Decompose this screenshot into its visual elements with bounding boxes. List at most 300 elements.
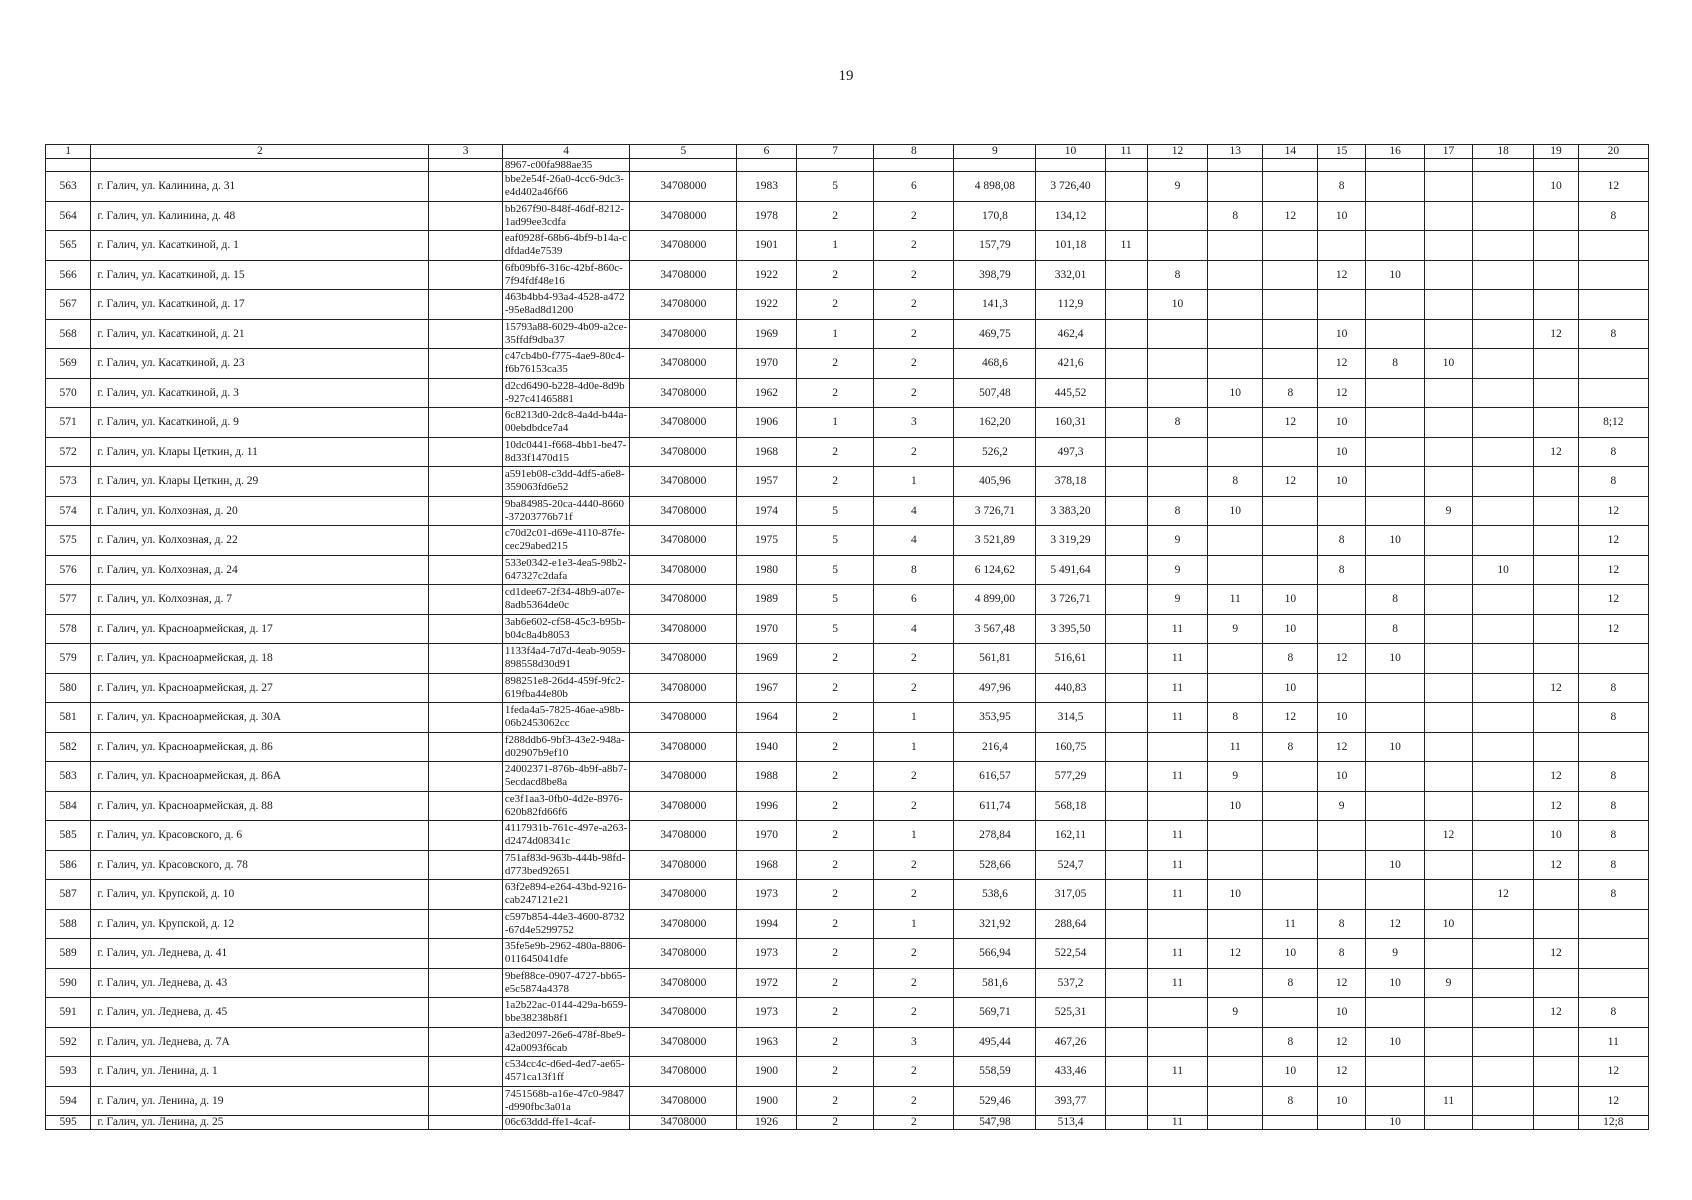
row-number-cell: 569 <box>46 349 91 379</box>
c14-cell: 10 <box>1263 585 1318 615</box>
c7-cell: 5 <box>796 555 874 585</box>
c13-cell <box>1208 555 1263 585</box>
c15-cell: 12 <box>1318 644 1366 674</box>
c14-cell: 12 <box>1263 703 1318 733</box>
address-cell: г. Галич, ул. Клары Цеткин, д. 11 <box>91 437 429 467</box>
c14-cell <box>1263 496 1318 526</box>
c7-cell: 2 <box>796 644 874 674</box>
c17-cell <box>1425 172 1473 202</box>
c15-cell: 12 <box>1318 968 1366 998</box>
col3-cell <box>429 762 502 792</box>
col3-cell <box>429 408 502 438</box>
c15-cell: 8 <box>1318 555 1366 585</box>
c12-cell: 8 <box>1147 260 1207 290</box>
oktmo-code-cell: 34708000 <box>630 791 737 821</box>
col3-cell <box>429 614 502 644</box>
c10-cell: 317,05 <box>1036 880 1105 910</box>
build-year-cell: 1994 <box>737 909 796 939</box>
c10-cell: 134,12 <box>1036 201 1105 231</box>
c11-cell <box>1105 703 1147 733</box>
c17-cell <box>1425 998 1473 1028</box>
c19-cell <box>1534 703 1578 733</box>
c13-cell <box>1208 968 1263 998</box>
build-year-cell: 1968 <box>737 437 796 467</box>
col3-cell <box>429 850 502 880</box>
c13-cell: 10 <box>1208 880 1263 910</box>
c16-cell <box>1365 408 1424 438</box>
col3-cell <box>429 968 502 998</box>
c13-cell <box>1208 1027 1263 1057</box>
c8-cell: 2 <box>874 850 954 880</box>
c14-cell <box>1263 850 1318 880</box>
c7-cell: 5 <box>796 496 874 526</box>
c18-cell <box>1472 408 1534 438</box>
build-year-cell: 1980 <box>737 555 796 585</box>
c7-cell: 2 <box>796 467 874 497</box>
c11-cell <box>1105 732 1147 762</box>
c19-cell <box>1534 1116 1578 1130</box>
c19-cell <box>1534 1027 1578 1057</box>
oktmo-code-cell: 34708000 <box>630 614 737 644</box>
c19-cell: 12 <box>1534 850 1578 880</box>
c14-cell <box>1263 319 1318 349</box>
c16-cell <box>1365 555 1424 585</box>
table-row <box>46 526 1649 556</box>
address-cell: г. Галич, ул. Красноармейская, д. 30А <box>91 703 429 733</box>
c19-cell <box>1534 290 1578 320</box>
c14-cell: 10 <box>1263 614 1318 644</box>
c18-cell: 10 <box>1472 555 1534 585</box>
c15-cell <box>1318 1116 1366 1130</box>
row-number-cell: 575 <box>46 526 91 556</box>
c19-cell: 12 <box>1534 319 1578 349</box>
house-guid-cell: 1a2b22ac-0144-429a-b659-bbe38238b8f1 <box>502 998 629 1028</box>
row-number-cell: 568 <box>46 319 91 349</box>
c13-cell: 8 <box>1208 467 1263 497</box>
continued-row <box>46 159 1649 172</box>
c10-cell: 577,29 <box>1036 762 1105 792</box>
row-number-cell: 591 <box>46 998 91 1028</box>
c9-cell: 538,6 <box>954 880 1036 910</box>
address-cell: г. Галич, ул. Касаткиной, д. 3 <box>91 378 429 408</box>
c19-cell: 10 <box>1534 172 1578 202</box>
c8-cell: 2 <box>874 939 954 969</box>
c20-cell <box>1578 939 1648 969</box>
c7-cell: 2 <box>796 791 874 821</box>
c17-cell <box>1425 1116 1473 1130</box>
continued-uuid-tail: 8967-c00fa988ae35 <box>502 159 629 172</box>
table-row <box>46 998 1649 1028</box>
c17-cell <box>1425 732 1473 762</box>
c18-cell <box>1472 644 1534 674</box>
c15-cell: 10 <box>1318 762 1366 792</box>
c7-cell: 1 <box>796 319 874 349</box>
address-cell: г. Галич, ул. Колхозная, д. 22 <box>91 526 429 556</box>
c16-cell <box>1365 762 1424 792</box>
address-cell: г. Галич, ул. Красноармейская, д. 88 <box>91 791 429 821</box>
house-guid-cell: ce3f1aa3-0fb0-4d2e-8976-620b82fd66f6 <box>502 791 629 821</box>
c14-cell: 8 <box>1263 732 1318 762</box>
house-guid-cell: 533e0342-e1e3-4ea5-98b2-647327c2dafa <box>502 555 629 585</box>
c13-cell <box>1208 231 1263 261</box>
c12-cell <box>1147 791 1207 821</box>
col3-cell <box>429 437 502 467</box>
c10-cell: 421,6 <box>1036 349 1105 379</box>
c11-cell <box>1105 408 1147 438</box>
column-number-header: 7 <box>796 145 874 159</box>
c13-cell <box>1208 319 1263 349</box>
house-guid-cell: 24002371-876b-4b9f-a8b7-5ecdacd8be8a <box>502 762 629 792</box>
c14-cell: 12 <box>1263 408 1318 438</box>
c7-cell: 2 <box>796 821 874 851</box>
c12-cell <box>1147 1027 1207 1057</box>
row-number-cell: 594 <box>46 1086 91 1116</box>
c11-cell <box>1105 614 1147 644</box>
c20-cell: 8 <box>1578 850 1648 880</box>
c18-cell <box>1472 703 1534 733</box>
c18-cell <box>1472 762 1534 792</box>
c16-cell: 10 <box>1365 644 1424 674</box>
page-number: 19 <box>838 68 854 84</box>
c11-cell <box>1105 349 1147 379</box>
c9-cell: 216,4 <box>954 732 1036 762</box>
c9-cell: 497,96 <box>954 673 1036 703</box>
c9-cell: 581,6 <box>954 968 1036 998</box>
house-guid-cell: d2cd6490-b228-4d0e-8d9b-927c41465881 <box>502 378 629 408</box>
c7-cell: 5 <box>796 614 874 644</box>
c10-cell: 160,31 <box>1036 408 1105 438</box>
c16-cell <box>1365 201 1424 231</box>
col3-cell <box>429 1057 502 1087</box>
oktmo-code-cell: 34708000 <box>630 880 737 910</box>
c15-cell: 12 <box>1318 1027 1366 1057</box>
col3-cell <box>429 290 502 320</box>
c15-cell <box>1318 585 1366 615</box>
c10-cell: 3 383,20 <box>1036 496 1105 526</box>
c16-cell: 8 <box>1365 349 1424 379</box>
oktmo-code-cell: 34708000 <box>630 172 737 202</box>
c11-cell <box>1105 585 1147 615</box>
c7-cell: 2 <box>796 880 874 910</box>
c11-cell <box>1105 939 1147 969</box>
house-guid-cell: c597b854-44e3-4600-8732-67d4e5299752 <box>502 909 629 939</box>
c13-cell <box>1208 1116 1263 1130</box>
address-cell: г. Галич, ул. Красноармейская, д. 27 <box>91 673 429 703</box>
c8-cell: 2 <box>874 201 954 231</box>
c18-cell <box>1472 172 1534 202</box>
c15-cell <box>1318 231 1366 261</box>
house-guid-cell: a3ed2097-26e6-478f-8be9-42a0093f6cab <box>502 1027 629 1057</box>
address-cell: г. Галич, ул. Красноармейская, д. 17 <box>91 614 429 644</box>
row-number-cell: 593 <box>46 1057 91 1087</box>
c16-cell: 10 <box>1365 260 1424 290</box>
c14-cell <box>1263 1116 1318 1130</box>
c9-cell: 529,46 <box>954 1086 1036 1116</box>
c11-cell <box>1105 850 1147 880</box>
c17-cell <box>1425 1027 1473 1057</box>
build-year-cell: 1969 <box>737 319 796 349</box>
col3-cell <box>429 378 502 408</box>
c13-cell <box>1208 821 1263 851</box>
c13-cell <box>1208 437 1263 467</box>
c20-cell <box>1578 909 1648 939</box>
c18-cell <box>1472 201 1534 231</box>
table-row <box>46 850 1649 880</box>
c17-cell <box>1425 585 1473 615</box>
c9-cell: 526,2 <box>954 437 1036 467</box>
c14-cell <box>1263 526 1318 556</box>
c8-cell: 6 <box>874 172 954 202</box>
c18-cell <box>1472 290 1534 320</box>
col3-cell <box>429 260 502 290</box>
c7-cell: 2 <box>796 732 874 762</box>
build-year-cell: 1973 <box>737 880 796 910</box>
row-number-cell: 590 <box>46 968 91 998</box>
c20-cell: 11 <box>1578 1027 1648 1057</box>
oktmo-code-cell: 34708000 <box>630 703 737 733</box>
col3-cell <box>429 201 502 231</box>
c14-cell: 10 <box>1263 1057 1318 1087</box>
c16-cell <box>1365 467 1424 497</box>
c18-cell <box>1472 260 1534 290</box>
c7-cell: 2 <box>796 703 874 733</box>
c18-cell <box>1472 349 1534 379</box>
c8-cell: 4 <box>874 496 954 526</box>
c10-cell: 537,2 <box>1036 968 1105 998</box>
address-cell: г. Галич, ул. Красовского, д. 78 <box>91 850 429 880</box>
c10-cell: 445,52 <box>1036 378 1105 408</box>
c16-cell <box>1365 791 1424 821</box>
c9-cell: 162,20 <box>954 408 1036 438</box>
c12-cell <box>1147 909 1207 939</box>
row-number-cell: 592 <box>46 1027 91 1057</box>
oktmo-code-cell: 34708000 <box>630 349 737 379</box>
oktmo-code-cell: 34708000 <box>630 231 737 261</box>
c7-cell: 2 <box>796 1116 874 1130</box>
c12-cell: 11 <box>1147 1116 1207 1130</box>
c10-cell: 462,4 <box>1036 319 1105 349</box>
c14-cell <box>1263 762 1318 792</box>
column-number-header: 13 <box>1208 145 1263 159</box>
row-number-cell: 588 <box>46 909 91 939</box>
c19-cell: 10 <box>1534 821 1578 851</box>
build-year-cell: 1922 <box>737 290 796 320</box>
c8-cell: 4 <box>874 614 954 644</box>
house-guid-cell: cd1dee67-2f34-48b9-a07e-8adb5364de0c <box>502 585 629 615</box>
c9-cell: 558,59 <box>954 1057 1036 1087</box>
c7-cell: 2 <box>796 1057 874 1087</box>
c9-cell: 4 898,08 <box>954 172 1036 202</box>
c15-cell <box>1318 496 1366 526</box>
c8-cell: 2 <box>874 319 954 349</box>
table-row <box>46 614 1649 644</box>
col3-cell <box>429 496 502 526</box>
table-row <box>46 319 1649 349</box>
c20-cell: 12 <box>1578 526 1648 556</box>
c9-cell: 398,79 <box>954 260 1036 290</box>
house-guid-cell: c47cb4b0-f775-4ae9-80c4-f6b76153ca35 <box>502 349 629 379</box>
column-number-header: 14 <box>1263 145 1318 159</box>
c14-cell <box>1263 821 1318 851</box>
col3-cell <box>429 791 502 821</box>
col3-cell <box>429 1027 502 1057</box>
c11-cell <box>1105 319 1147 349</box>
c15-cell <box>1318 290 1366 320</box>
c14-cell <box>1263 172 1318 202</box>
column-number-header: 3 <box>429 145 502 159</box>
c11-cell <box>1105 290 1147 320</box>
c15-cell: 12 <box>1318 349 1366 379</box>
house-guid-cell: f288ddb6-9bf3-43e2-948a-d02907b9ef10 <box>502 732 629 762</box>
c15-cell: 12 <box>1318 732 1366 762</box>
c17-cell: 10 <box>1425 349 1473 379</box>
c18-cell <box>1472 673 1534 703</box>
c7-cell: 2 <box>796 909 874 939</box>
column-number-header: 5 <box>630 145 737 159</box>
c14-cell <box>1263 555 1318 585</box>
table-row <box>46 555 1649 585</box>
c12-cell: 11 <box>1147 673 1207 703</box>
c17-cell: 12 <box>1425 821 1473 851</box>
c17-cell <box>1425 1057 1473 1087</box>
c16-cell: 10 <box>1365 1116 1424 1130</box>
table-row <box>46 496 1649 526</box>
c11-cell <box>1105 201 1147 231</box>
col3-cell <box>429 1086 502 1116</box>
c17-cell <box>1425 201 1473 231</box>
c8-cell: 2 <box>874 762 954 792</box>
c10-cell: 3 726,40 <box>1036 172 1105 202</box>
row-number-cell: 566 <box>46 260 91 290</box>
table-body <box>46 159 1649 1130</box>
address-cell: г. Галич, ул. Ленина, д. 1 <box>91 1057 429 1087</box>
build-year-cell: 1962 <box>737 378 796 408</box>
col3-cell <box>429 732 502 762</box>
oktmo-code-cell: 34708000 <box>630 968 737 998</box>
c16-cell: 10 <box>1365 526 1424 556</box>
c20-cell <box>1578 644 1648 674</box>
c11-cell <box>1105 437 1147 467</box>
c20-cell: 8 <box>1578 998 1648 1028</box>
build-year-cell: 1969 <box>737 644 796 674</box>
table-row <box>46 349 1649 379</box>
address-cell: г. Галич, ул. Леднева, д. 7А <box>91 1027 429 1057</box>
c11-cell <box>1105 909 1147 939</box>
column-number-header: 1 <box>46 145 91 159</box>
c8-cell: 2 <box>874 349 954 379</box>
address-cell: г. Галич, ул. Калинина, д. 31 <box>91 172 429 202</box>
c17-cell <box>1425 614 1473 644</box>
c13-cell: 8 <box>1208 201 1263 231</box>
c16-cell: 8 <box>1365 614 1424 644</box>
c20-cell: 8 <box>1578 703 1648 733</box>
c9-cell: 495,44 <box>954 1027 1036 1057</box>
oktmo-code-cell: 34708000 <box>630 201 737 231</box>
c15-cell: 12 <box>1318 260 1366 290</box>
c12-cell <box>1147 378 1207 408</box>
c10-cell: 393,77 <box>1036 1086 1105 1116</box>
build-year-cell: 1964 <box>737 703 796 733</box>
c9-cell: 616,57 <box>954 762 1036 792</box>
address-cell: г. Галич, ул. Касаткиной, д. 17 <box>91 290 429 320</box>
col3-cell <box>429 939 502 969</box>
c14-cell: 8 <box>1263 1086 1318 1116</box>
c19-cell <box>1534 968 1578 998</box>
house-guid-cell: c534cc4c-d6ed-4ed7-ae65-4571ca13f1ff <box>502 1057 629 1087</box>
c9-cell: 405,96 <box>954 467 1036 497</box>
c16-cell: 8 <box>1365 585 1424 615</box>
c12-cell <box>1147 201 1207 231</box>
c14-cell: 11 <box>1263 909 1318 939</box>
oktmo-code-cell: 34708000 <box>630 467 737 497</box>
oktmo-code-cell: 34708000 <box>630 850 737 880</box>
oktmo-code-cell: 34708000 <box>630 1116 737 1130</box>
col3-cell <box>429 998 502 1028</box>
c19-cell <box>1534 732 1578 762</box>
c12-cell: 11 <box>1147 880 1207 910</box>
house-guid-cell: 1133f4a4-7d7d-4eab-9059-898558d30d91 <box>502 644 629 674</box>
row-number-cell: 574 <box>46 496 91 526</box>
c19-cell <box>1534 467 1578 497</box>
row-number-cell: 576 <box>46 555 91 585</box>
address-cell: г. Галич, ул. Колхозная, д. 7 <box>91 585 429 615</box>
c17-cell <box>1425 555 1473 585</box>
row-number-cell: 571 <box>46 408 91 438</box>
table-row <box>46 585 1649 615</box>
c20-cell: 8 <box>1578 437 1648 467</box>
c9-cell: 566,94 <box>954 939 1036 969</box>
c8-cell: 2 <box>874 998 954 1028</box>
row-number-cell: 595 <box>46 1116 91 1130</box>
c9-cell: 507,48 <box>954 378 1036 408</box>
c18-cell <box>1472 437 1534 467</box>
c17-cell: 10 <box>1425 909 1473 939</box>
col3-cell <box>429 555 502 585</box>
c19-cell: 12 <box>1534 673 1578 703</box>
col3-cell <box>429 585 502 615</box>
c8-cell: 6 <box>874 585 954 615</box>
oktmo-code-cell: 34708000 <box>630 260 737 290</box>
c16-cell <box>1365 496 1424 526</box>
c13-cell: 10 <box>1208 791 1263 821</box>
c12-cell: 9 <box>1147 555 1207 585</box>
oktmo-code-cell: 34708000 <box>630 319 737 349</box>
c20-cell: 8;12 <box>1578 408 1648 438</box>
c16-cell <box>1365 231 1424 261</box>
row-number-cell: 573 <box>46 467 91 497</box>
c17-cell: 11 <box>1425 1086 1473 1116</box>
build-year-cell: 1900 <box>737 1086 796 1116</box>
c10-cell: 433,46 <box>1036 1057 1105 1087</box>
c11-cell: 11 <box>1105 231 1147 261</box>
build-year-cell: 1900 <box>737 1057 796 1087</box>
oktmo-code-cell: 34708000 <box>630 1086 737 1116</box>
table-row <box>46 939 1649 969</box>
house-guid-cell: 7451568b-a16e-47c0-9847-d990fbc3a01a <box>502 1086 629 1116</box>
c12-cell: 11 <box>1147 1057 1207 1087</box>
c16-cell: 10 <box>1365 1027 1424 1057</box>
c19-cell <box>1534 260 1578 290</box>
c9-cell: 611,74 <box>954 791 1036 821</box>
c15-cell: 10 <box>1318 201 1366 231</box>
c13-cell: 9 <box>1208 762 1263 792</box>
c10-cell: 513,4 <box>1036 1116 1105 1130</box>
c18-cell <box>1472 1057 1534 1087</box>
c13-cell: 11 <box>1208 732 1263 762</box>
oktmo-code-cell: 34708000 <box>630 998 737 1028</box>
c13-cell: 9 <box>1208 614 1263 644</box>
col3-cell <box>429 1116 502 1130</box>
